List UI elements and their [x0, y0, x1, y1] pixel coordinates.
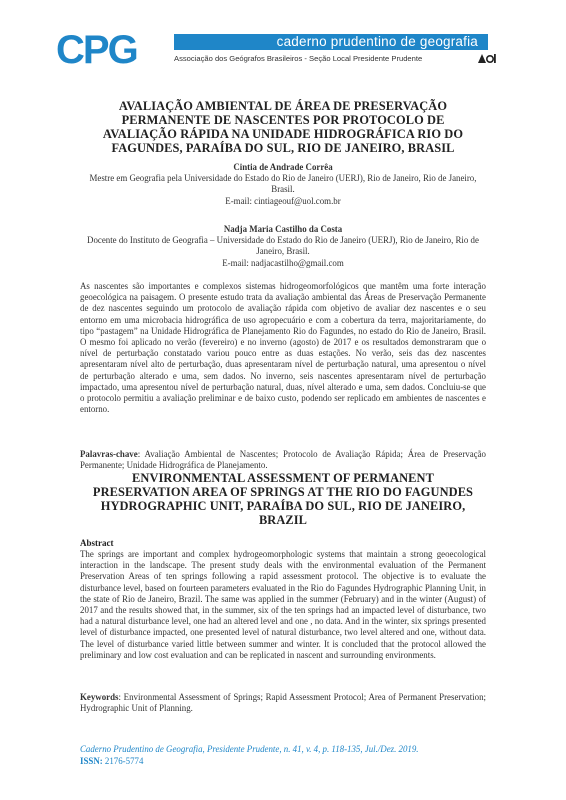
author-2 [86, 224, 480, 269]
palavras-chave-label: Palavras-chave [80, 449, 138, 459]
issn-footer [80, 756, 143, 766]
author-email: E-mail: nadjacastilho@gmail.com [222, 257, 344, 268]
author-affiliation: Mestre em Geografia pela Universidade do Estado do Rio de Janeiro (UERJ), Rio de Janeiro, Rio de Janeiro, Brasil. [89, 173, 477, 195]
article-title-en: ENVIRONMENTAL ASSESSMENT OF PERMANENT PRESERVATION AREA OF SPRINGS AT THE RIO DO FAGUNDES HYDROGRAPHIC UNIT, PARAÍBA DO SUL, RIO DE JANEIRO, BRAZIL [92, 471, 474, 527]
article-title-pt: AVALIAÇÃO AMBIENTAL DE ÁREA DE PRESERVAÇÃO PERMANENTE DE NASCENTES POR PROTOCOLO DE AVALIAÇÃO RÁPIDA NA UNIDADE HIDROGRÁFICA RIO DO FAGUNDES, PARAÍBA DO SUL, RIO DE JANEIRO, BRASIL [102, 99, 464, 155]
author-name: Cintia de Andrade Corrêa [233, 162, 333, 172]
palavras-chave [80, 449, 486, 471]
keywords-label: Keywords [80, 692, 119, 702]
journal-header [54, 30, 498, 72]
author-affiliation: Docente do Instituto de Geografia – Universidade do Estado do Rio de Janeiro (UERJ), Rio de Janeiro, Rio de Janeiro, Brasil. [87, 235, 479, 257]
palavras-chave-text: : Avaliação Ambiental de Nascentes; Protocolo de Avaliação Rápida; Área de Preservação Permanente; Unidade Hidrográfica de Planejamento. [80, 449, 486, 471]
issn-label: ISSN: [80, 756, 103, 766]
citation-footer: Caderno Prudentino de Geografia, Presidente Prudente, n. 41, v. 4, p. 118-135, Jul./Dez. 2019. [80, 744, 419, 754]
keywords [80, 692, 486, 714]
association-line: Associação dos Geógrafos Brasileiros - Seção Local Presidente Prudente [174, 54, 423, 63]
abstract-text: The springs are important and complex hydrogeomorphologic systems that maintain a strong geoecological interaction in the landscape. The present study deals with the environmental evaluation of the Permanent Preservation Areas of ten springs following a rapid assessment protocol. The objective is to evaluate the disturbance level, based on fourteen parameters evaluated in the Rio do Fagundes Hydrographic Planning Unit, in the state of Rio de Janeiro, Brazil. The same was applied in the summer (February) and in the winter (August) of 2017 and the results showed that, in the summer, six of the ten springs had an impacted level of disturbance, two had a natural disturbance level, one had an altered level and one , no data. And in the winter, six springs presented level of disturbance impacted, one presented level of natural disturbance, two level altered and one, without data. The level of disturbance varied little between summer and winter. It is concluded that the protocol allowed the preliminary and low cost evaluation and can be replicated in nascent and surrounding environments. [80, 549, 486, 660]
author-email: E-mail: cintiageouf@uol.com.br [225, 195, 341, 206]
resumo-text: As nascentes são importantes e complexos sistemas hidrogeomorfológicos que mantêm uma forte interação geoecológica na paisagem. O presente estudo trata da avaliação ambiental das Áreas de Preservação Permanente de dez nascentes seguindo um protocolo de avaliação rápida com objetivo de avaliar dez nascentes e o seu entorno em uma microbacia hidrográfica de uso agropecuário e com a cobertura da terra, majoritariamente, do tipo “pastagem” na Unidade Hidrográfica de Planejamento Rio do Fagundes, no estado do Rio de Janeiro, Brasil. O mesmo foi aplicado no verão (fevereiro) e no inverno (agosto) de 2017 e os resultados demonstraram que o nível de perturbação constatado variou pouco entre as duas estações. No verão, seis das dez nascentes apresentaram nível alto de perturbação, duas apresentaram nível de perturbação natural, uma apresentou o nível de perturbação alterado e uma, sem dados. No inverno, seis nascentes apresentaram nível de perturbação impactado, uma apresentou nível de perturbação natural, duas, nível alterado e uma, sem dados. Concluiu-se que o protocolo permitiu a avaliação preliminar e de baixo custo, podendo ser replicado em ambientes de nascentes e entorno. [80, 281, 486, 415]
cpg-logo [54, 30, 168, 70]
agb-logo-icon [476, 52, 498, 65]
journal-name-banner: caderno prudentino de geografia [174, 34, 488, 50]
author-name: Nadja Maria Castilho da Costa [223, 224, 343, 234]
issn-value: 2176-5774 [102, 756, 144, 766]
author-1 [86, 162, 480, 207]
abstract-heading: Abstract [80, 538, 114, 548]
logo-text: CPG [56, 28, 137, 72]
keywords-text: : Environmental Assessment of Springs; Rapid Assessment Protocol; Area of Permanent Preservation; Hydrographic Unit of Planning. [80, 692, 486, 714]
